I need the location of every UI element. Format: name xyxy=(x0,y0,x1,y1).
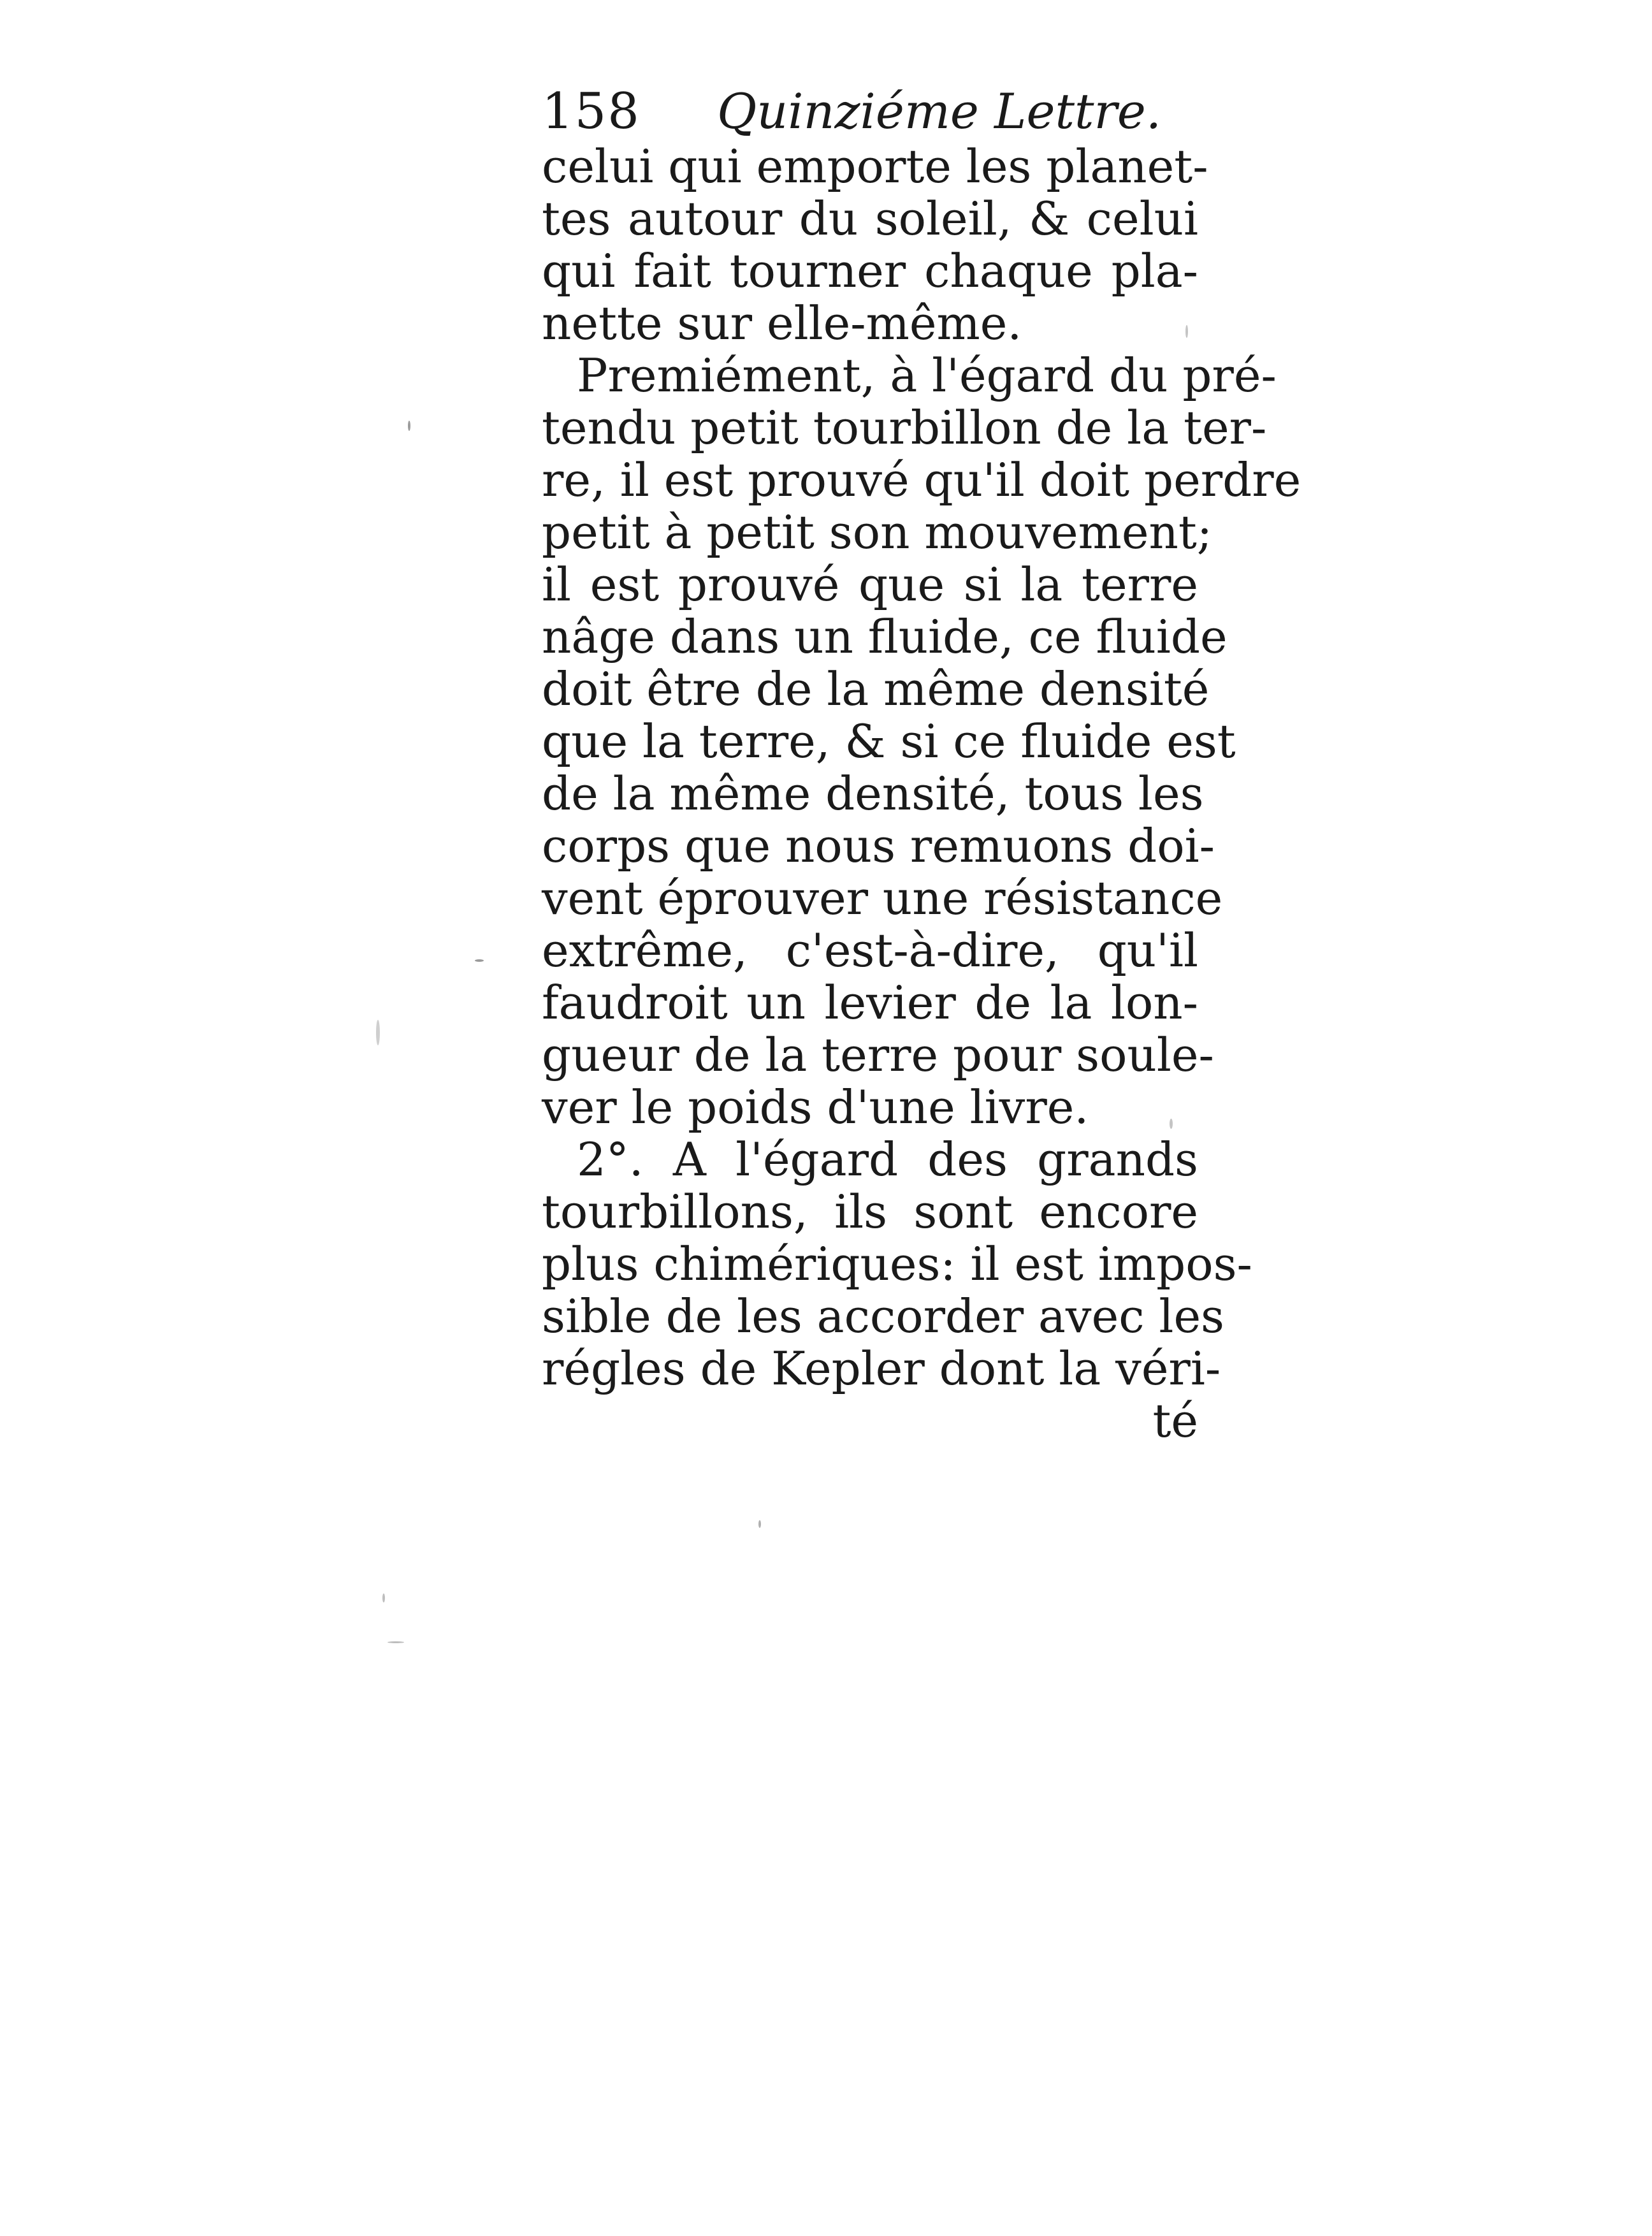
text-line: que la terre, & si ce fluide est xyxy=(542,715,1236,768)
paragraph-start-line: 2°. A l'égard des grands xyxy=(577,1133,1198,1186)
text-line: faudroit un levier de la lon- xyxy=(542,976,1198,1029)
scan-speck xyxy=(388,1641,404,1643)
text-line: nâge dans un fluide, ce fluide xyxy=(542,610,1228,664)
catchword: té xyxy=(1152,1394,1198,1448)
text-line: qui fait tourner chaque pla- xyxy=(542,244,1198,298)
text-line: extrême, c'est-à-dire, qu'il xyxy=(542,924,1198,977)
scan-speck xyxy=(475,959,484,962)
scan-speck xyxy=(382,1594,385,1602)
text-line: re, il est prouvé qu'il doit perdre xyxy=(542,453,1301,507)
text-line: plus chimériques: il est impos- xyxy=(542,1237,1252,1291)
text-line: tendu petit tourbillon de la ter- xyxy=(542,401,1267,454)
paragraph-start-line: Premiément, à l'égard du pré- xyxy=(577,349,1277,402)
body-text xyxy=(542,140,1301,1448)
text-line: régles de Kepler dont la véri- xyxy=(542,1342,1221,1395)
text-line: vent éprouver une résistance xyxy=(542,871,1223,925)
text-line: petit à petit son mouvement; xyxy=(542,505,1213,559)
text-line: tourbillons, ils sont encore xyxy=(542,1185,1198,1238)
text-line: celui qui emporte les planet- xyxy=(542,140,1208,193)
scan-speck xyxy=(1185,325,1188,338)
scan-speck xyxy=(1170,1119,1173,1129)
text-line: doit être de la même densité xyxy=(542,662,1210,716)
running-head: Quinziéme Lettre. xyxy=(717,83,1162,140)
text-line: ver le poids d'une livre. xyxy=(542,1080,1089,1134)
text-line: sible de les accorder avec les xyxy=(542,1289,1224,1343)
text-line: gueur de la terre pour soule- xyxy=(542,1028,1214,1082)
page-number: 158 xyxy=(542,83,641,140)
scan-speck xyxy=(758,1520,761,1528)
text-line: de la même densité, tous les xyxy=(542,767,1204,820)
scan-speck xyxy=(408,421,410,431)
text-line: tes autour du soleil, & celui xyxy=(542,192,1198,245)
text-line: corps que nous remuons doi- xyxy=(542,819,1215,873)
text-line: il est prouvé que si la terre xyxy=(542,558,1198,611)
scan-speck xyxy=(376,1020,380,1045)
page-header xyxy=(542,76,1198,147)
text-line: nette sur elle-même. xyxy=(542,296,1022,350)
